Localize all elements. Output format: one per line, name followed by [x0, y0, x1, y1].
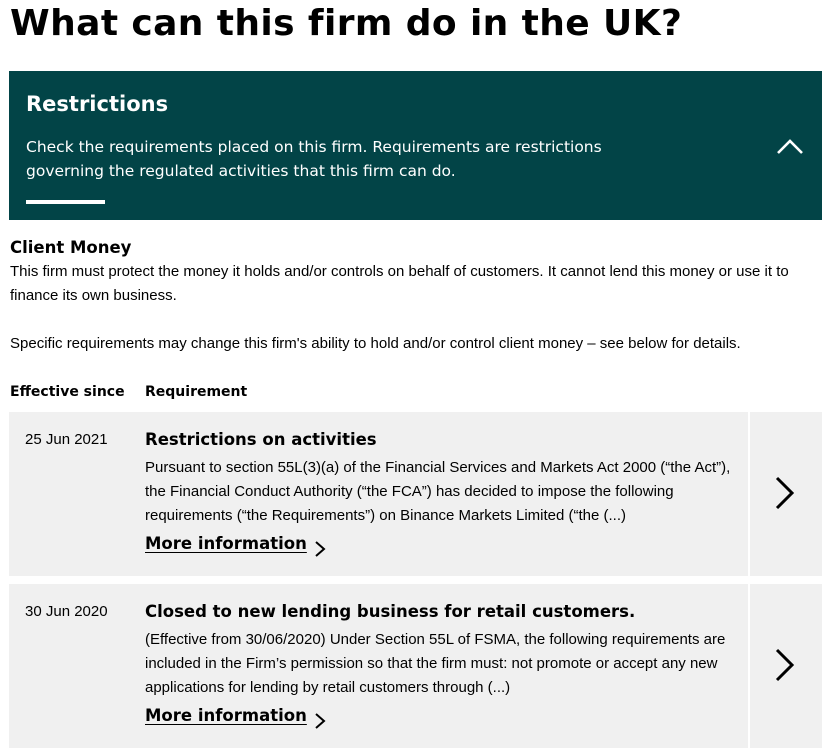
chevron-up-icon: [775, 133, 805, 157]
row-effective-date: 25 Jun 2021: [25, 431, 108, 448]
page-title: What can this firm do in the UK?: [10, 3, 683, 44]
column-header-effective-since: Effective since: [10, 384, 125, 400]
restrictions-panel: [9, 71, 822, 220]
panel-title: Restrictions: [26, 92, 169, 116]
row-chevron-right-icon[interactable]: [774, 647, 796, 683]
client-money-title: Client Money: [10, 238, 132, 257]
row-title: Closed to new lending business for retail customers.: [145, 602, 636, 621]
panel-underline: [26, 200, 105, 204]
client-money-description: This firm must protect the money it holds and/or controls on behalf of customers. It cannot lend this money or use it to finance its own business.: [10, 263, 789, 304]
row-chevron-right-icon[interactable]: [774, 475, 796, 511]
row-divider: [748, 412, 750, 576]
chevron-right-icon[interactable]: [313, 539, 327, 559]
more-information-link[interactable]: More information: [145, 706, 307, 725]
row-title: Restrictions on activities: [145, 430, 377, 449]
chevron-right-icon[interactable]: [313, 711, 327, 731]
column-header-requirement: Requirement: [145, 384, 248, 400]
collapse-toggle-button[interactable]: [775, 133, 805, 157]
row-description: Pursuant to section 55L(3)(a) of the Financial Services and Markets Act 2000 (“the Act”), the Financial Conduct Authority (“the FCA”) has decided to impose the following requirements (“the Requirements”) on Binance Markets Limited (“the (...): [145, 459, 731, 524]
row-effective-date: 30 Jun 2020: [25, 603, 108, 620]
client-money-note: Specific requirements may change this firm's ability to hold and/or control client money – see below for details.: [10, 335, 741, 352]
row-divider: [748, 584, 750, 748]
row-description: (Effective from 30/06/2020) Under Section 55L of FSMA, the following requirements are included in the Firm’s permission so that the firm must: not promote or accept any new applications for lending by retail customers through (...): [145, 631, 726, 696]
table-row: [9, 412, 822, 576]
table-row: [9, 584, 822, 748]
panel-description: Check the requirements placed on this firm. Requirements are restrictions governing the regulated activities that this firm can do.: [26, 138, 602, 180]
more-information-link[interactable]: More information: [145, 534, 307, 553]
